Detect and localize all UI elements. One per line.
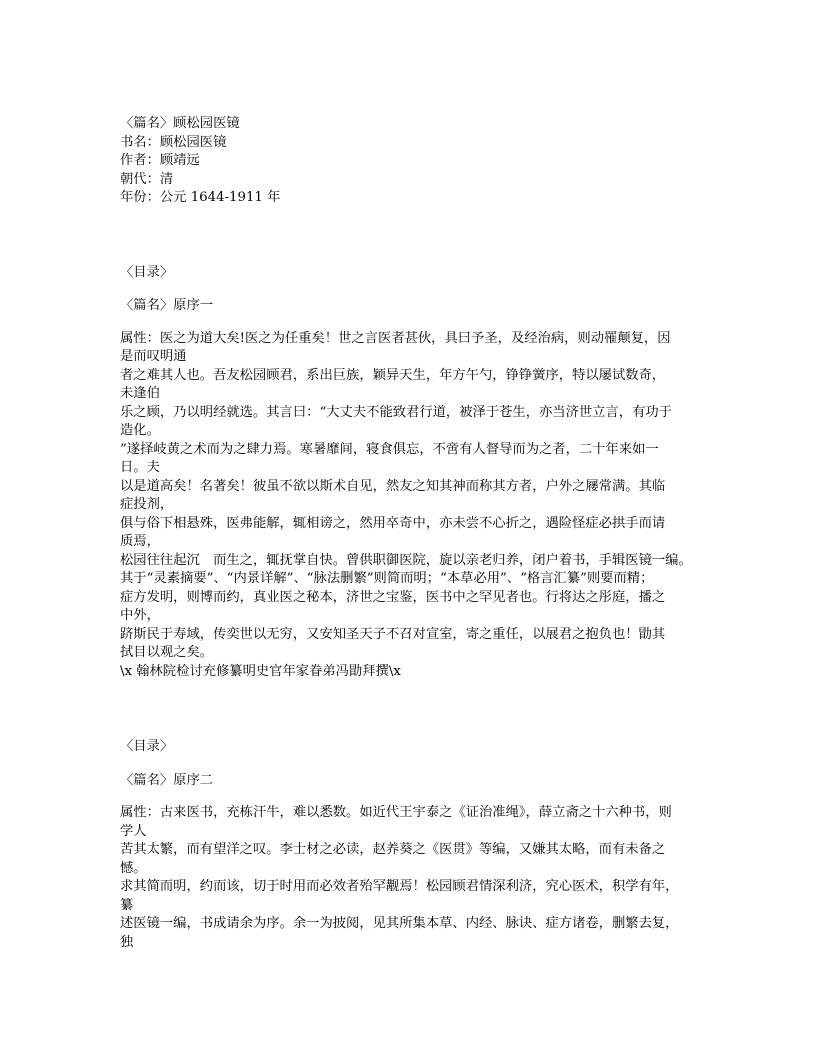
text-line: 其于“灵素摘要”、“内景详解”、“脉法删繁”则简而明；“本草必用”、“格言汇纂”则要而精；: [120, 571, 654, 586]
text-line: 述医镜一编，书成请余为序。余一为披阅，见其所集本草、内经、脉诀、症方诸卷，删繁去复，: [120, 916, 679, 931]
text-line: 未逢伯: [120, 386, 160, 401]
text-line: 中外，: [120, 608, 160, 623]
text-line: 松园往往起沉 而生之，辄抚掌自快。曾供职御医院，旋以亲老归养，闭户着书，手辑医镜一编。: [120, 552, 692, 568]
chapter-label-1: 〈篇名〉原序一: [120, 298, 214, 313]
text-line: 乐之顾，乃以明经就选。其言曰：“大丈夫不能致君行道，被泽于苍生，亦当济世立言，有功于: [120, 404, 672, 420]
document-page: [120, 115, 700, 952]
section-1-body: [120, 330, 700, 682]
text-line: 独: [120, 934, 134, 950]
signature-line: \x 翰林院检讨充修纂明史官年家眷弟冯勖拜撰\x: [120, 663, 401, 679]
year-line: 年份：公元 1644-1911 年: [120, 190, 281, 205]
text-line: 求其简而明，约而该，切于时用而必效者殆罕觏焉！松园顾君情深利济，究心医术，积学有年，: [120, 879, 679, 894]
text-line: 学人: [120, 823, 147, 839]
author-line: 作者：顾靖远: [120, 153, 200, 168]
text-line: 是而叹明通: [120, 349, 187, 364]
dynasty-line: 朝代：清: [120, 171, 174, 187]
text-line: 纂: [120, 897, 134, 913]
text-line: 症方发明，则博而约，真业医之秘本，济世之宝鉴，医书中之罕见者也。行将达之彤庭，播之: [120, 589, 666, 605]
text-line: 日。夫: [120, 460, 160, 475]
book-name-line: 书名：顾松园医镜: [120, 134, 227, 150]
text-line: 跻斯民于寿域，传奕世以无穷，又安知圣天子不召对宣室，寄之重任，以展君之抱负也！勖其: [120, 626, 666, 642]
toc-label-2: 〈目录〉: [120, 739, 174, 754]
title-line: 〈篇名〉顾松园医镜: [120, 116, 240, 131]
text-line: 苦其太繁，而有望洋之叹。李士材之必读，赵养葵之《医贯》等编，又嫌其太略，而有未备之: [120, 842, 666, 857]
text-line: 造化。: [120, 423, 160, 438]
text-line: 拭目以观之矣。: [120, 645, 214, 660]
section-2-body: [120, 804, 700, 952]
chapter-label-2: 〈篇名〉原序二: [120, 772, 214, 788]
text-line: 俱与俗下相悬殊，医弗能解，辄相谤之，然用卒奇中，亦未尝不心折之，遇险怪症必拱手而请: [120, 515, 666, 531]
text-line: 属性：医之为道大矣!医之为任重矣！世之言医者甚伙，具曰予圣，及经治病，则动罹颠复，因: [120, 330, 671, 346]
text-line: ”遂择岐黄之术而为之肆力焉。寒暑靡间，寝食俱忘，不啻有人督导而为之者，二十年来如一: [120, 441, 659, 457]
text-line: 者之难其人也。吾友松园顾君，系出巨族，颖异天生，年方午勺，铮铮黉序，特以屡试数奇，: [120, 367, 666, 383]
text-line: 憾。: [120, 860, 147, 876]
toc-label-1: 〈目录〉: [120, 264, 174, 280]
text-line: 症投剂，: [120, 497, 174, 512]
text-line: 质焉，: [120, 534, 160, 549]
text-line: 属性：古来医书，充栋汗牛，难以悉数。如近代王宇泰之《证治准绳》，薛立斋之十六种书，则: [120, 805, 672, 820]
text-line: 以是道高矣！名著矣！彼虽不欲以斯术自见，然友之知其神而称其方者，户外之屦常满。其临: [120, 478, 666, 494]
